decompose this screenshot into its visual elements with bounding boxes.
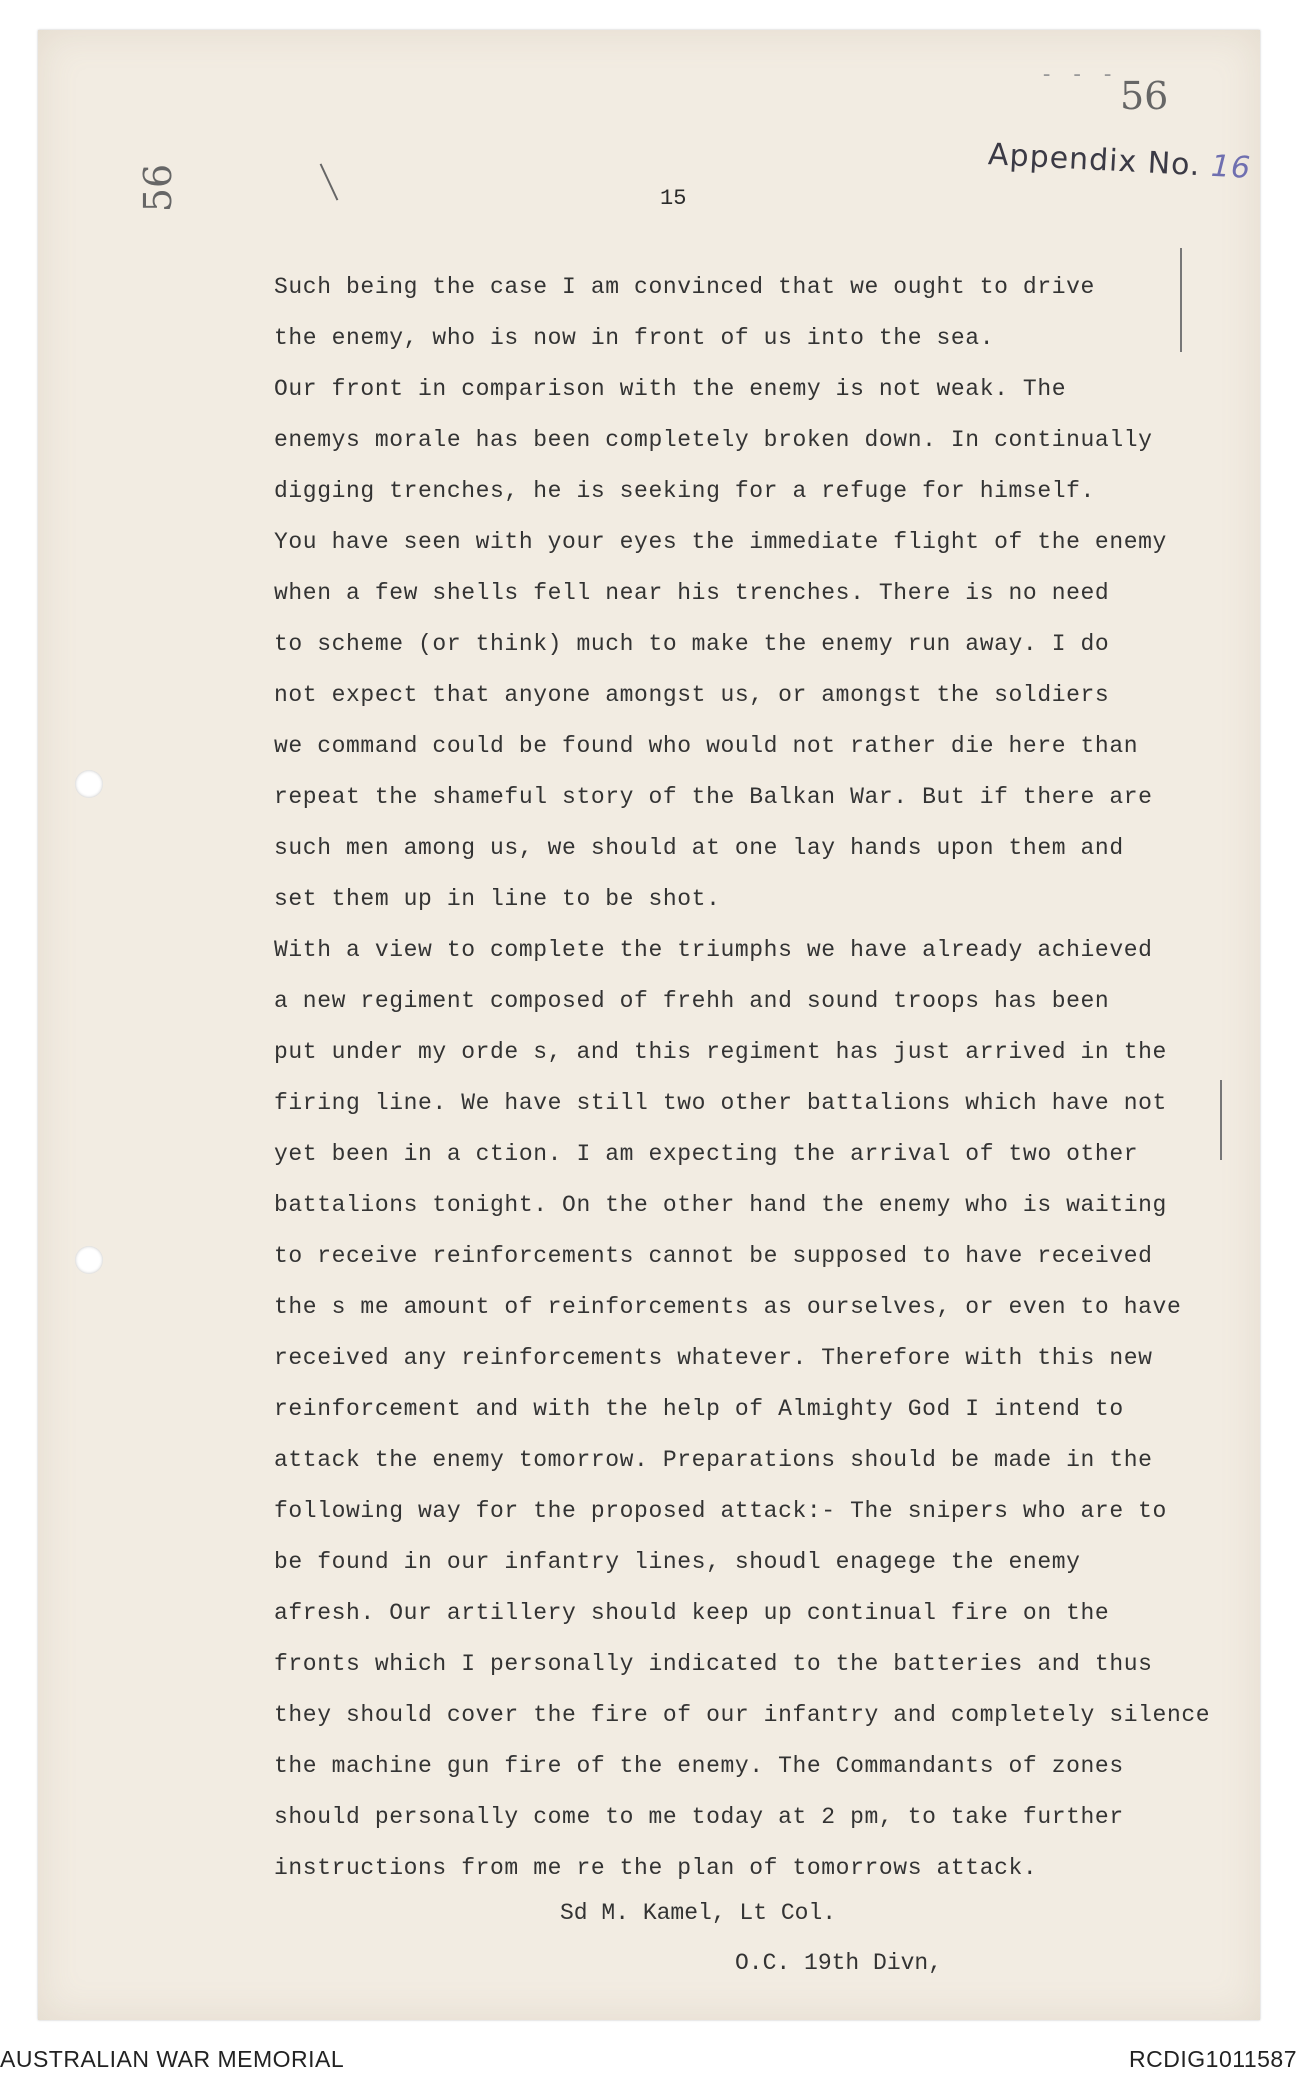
- body-line: the s me amount of reinforcements as ourselves, or even to have: [274, 1294, 1182, 1320]
- folio-stamp-right: 56: [1120, 74, 1169, 118]
- body-line: Such being the case I am convinced that we ought to drive: [274, 274, 1095, 300]
- body-line: to receive reinforcements cannot be supposed to have received: [274, 1243, 1153, 1269]
- body-line: they should cover the fire of our infantry and completely silence: [274, 1702, 1211, 1728]
- body-line: when a few shells fell near his trenches. There is no need: [274, 580, 1110, 606]
- body-line: afresh. Our artillery should keep up continual fire on the: [274, 1600, 1110, 1626]
- body-line: not expect that anyone amongst us, or amongst the soldiers: [274, 682, 1110, 708]
- appendix-number: 16: [1210, 148, 1253, 186]
- body-line: firing line. We have still two other battalions which have not: [274, 1090, 1167, 1116]
- body-line: set them up in line to be shot.: [274, 886, 721, 912]
- footer-record-id: RCDIG1011587: [1129, 2046, 1297, 2072]
- footer-institution: AUSTRALIAN WAR MEMORIAL: [0, 2046, 345, 2072]
- body-line: the machine gun fire of the enemy. The Commandants of zones: [274, 1753, 1124, 1779]
- body-line: reinforcement and with the help of Almighty God I intend to: [274, 1396, 1124, 1422]
- body-line: the enemy, who is now in front of us into the sea.: [274, 325, 995, 351]
- body-line: we command could be found who would not rather die here than: [274, 733, 1139, 759]
- page-number: 15: [660, 186, 687, 211]
- body-line: received any reinforcements whatever. Therefore with this new: [274, 1345, 1153, 1371]
- body-line: battalions tonight. On the other hand the enemy who is waiting: [274, 1192, 1167, 1218]
- body-line: fronts which I personally indicated to the batteries and thus: [274, 1651, 1153, 1677]
- body-line: attack the enemy tomorrow. Preparations should be made in the: [274, 1447, 1153, 1473]
- body-line: to scheme (or think) much to make the enemy run away. I do: [274, 631, 1110, 657]
- appendix-label: Appendix No.: [987, 137, 1202, 184]
- folio-stamp-left: 56: [136, 163, 180, 213]
- punch-hole: [75, 770, 103, 798]
- body-line: put under my orde s, and this regiment has just arrived in the: [274, 1039, 1167, 1065]
- body-line: Our front in comparison with the enemy is not weak. The: [274, 376, 1067, 402]
- signature-name: Sd M. Kamel, Lt Col.: [560, 1900, 837, 1926]
- body-line: digging trenches, he is seeking for a refuge for himself.: [274, 478, 1095, 504]
- signature-title: O.C. 19th Divn,: [735, 1950, 943, 1976]
- body-line: should personally come to me today at 2 pm, to take further: [274, 1804, 1124, 1830]
- body-line: You have seen with your eyes the immediate flight of the enemy: [274, 529, 1167, 555]
- body-line: a new regiment composed of frehh and sound troops has been: [274, 988, 1110, 1014]
- body-line: repeat the shameful story of the Balkan War. But if there are: [274, 784, 1153, 810]
- dash-marks: - - -: [1040, 62, 1117, 87]
- body-line: be found in our infantry lines, shoudl enagege the enemy: [274, 1549, 1081, 1575]
- body-line: following way for the proposed attack:- The snipers who are to: [274, 1498, 1167, 1524]
- body-line: yet been in a ction. I am expecting the arrival of two other: [274, 1141, 1139, 1167]
- body-line: With a view to complete the triumphs we have already achieved: [274, 937, 1153, 963]
- punch-hole: [75, 1246, 103, 1274]
- body-line: such men among us, we should at one lay hands upon them and: [274, 835, 1124, 861]
- body-line: enemys morale has been completely broken down. In continually: [274, 427, 1153, 453]
- typed-body-text: [274, 262, 1234, 1894]
- body-line: instructions from me re the plan of tomorrows attack.: [274, 1855, 1038, 1881]
